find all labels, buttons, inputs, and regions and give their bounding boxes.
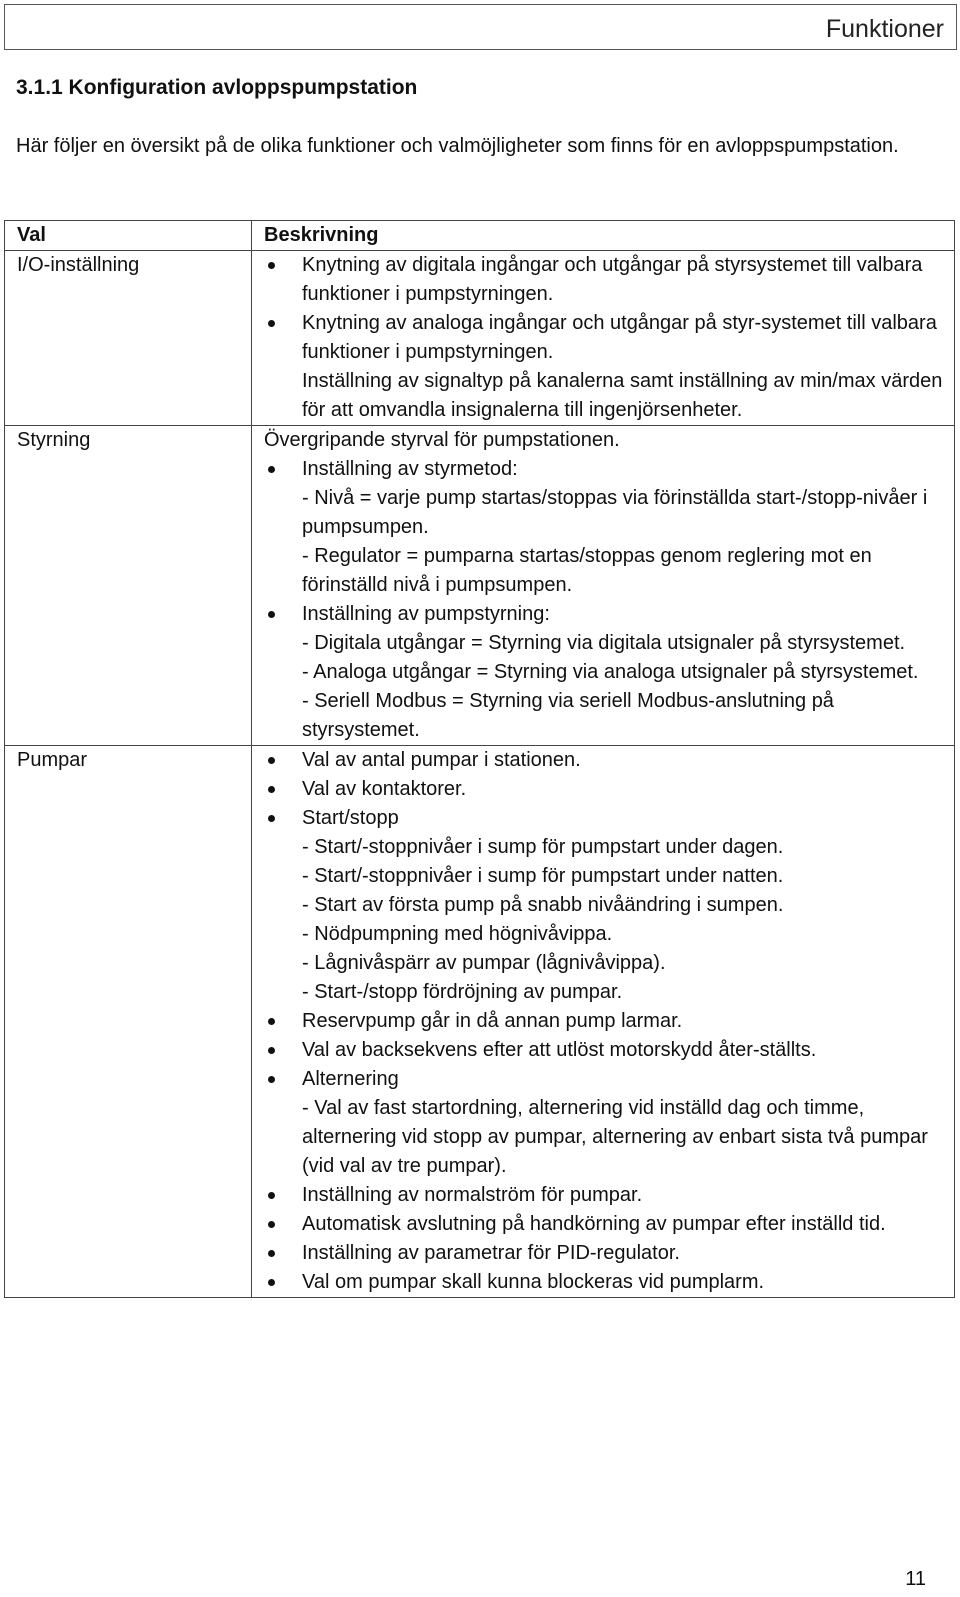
table-row (5, 426, 955, 746)
table-row (5, 746, 955, 1298)
bullet-item (264, 251, 946, 309)
sub-item: - Regulator = pumparna startas/stoppas genom reglering mot en förinställd nivå i pumpsumpen. (302, 545, 872, 596)
page-number: 11 (905, 1568, 926, 1590)
bullet-text: Val om pumpar skall kunna blockeras vid pumplarm. (302, 1271, 765, 1293)
val-cell: Pumpar (5, 746, 252, 1298)
column-header-val: Val (5, 221, 252, 251)
bullet-item (264, 746, 946, 775)
val-cell: Styrning (5, 426, 252, 746)
bullet-item (264, 1065, 946, 1181)
sub-item: - Start/-stoppnivåer i sump för pumpstart under natten. (302, 865, 784, 887)
intro-paragraph: Här följer en översikt på de olika funktioner och valmöjligheter som finns för en avloppspumpstation. (16, 135, 899, 157)
chapter-title: Funktioner (825, 15, 944, 43)
bullet-text: Inställning av normalström för pumpar. (302, 1184, 643, 1206)
bullet-text: Automatisk avslutning på handkörning av pumpar efter inställd tid. (302, 1213, 886, 1235)
bullet-text: Reservpump går in då annan pump larmar. (302, 1010, 683, 1032)
bullet-text: Val av kontaktorer. (302, 778, 467, 800)
sub-item: - Lågnivåspärr av pumpar (lågnivåvippa). (302, 952, 666, 974)
page-header (4, 4, 957, 50)
bullet-item (264, 1036, 946, 1065)
bullet-text: Val av backsekvens efter att utlöst motorskydd åter-ställts. (302, 1039, 817, 1061)
bullet-list (264, 746, 946, 1297)
sub-item: - Start-/stopp fördröjning av pumpar. (302, 981, 623, 1003)
bullet-text: Inställning av parametrar för PID-regulator. (302, 1242, 680, 1264)
sub-item: - Nödpumpning med högnivåvippa. (302, 923, 613, 945)
bullet-text: Inställning av styrmetod: (302, 458, 518, 480)
bullet-item (264, 309, 946, 367)
bullet-list (264, 455, 946, 745)
bullet-item (264, 1181, 946, 1210)
bullet-item (264, 1007, 946, 1036)
bullet-text: Alternering (302, 1068, 399, 1090)
table-body (5, 251, 955, 1298)
bullet-list (264, 251, 946, 367)
sub-item: - Digitala utgångar = Styrning via digitala utsignaler på styrsystemet. (302, 632, 906, 654)
bullet-item (264, 775, 946, 804)
bullet-item (264, 1268, 946, 1297)
val-cell: I/O-inställning (5, 251, 252, 426)
table-row (5, 251, 955, 426)
bullet-item (264, 1210, 946, 1239)
sub-item: - Analoga utgångar = Styrning via analoga utsignaler på styrsystemet. (302, 661, 919, 683)
bullet-text: Inställning av pumpstyrning: (302, 603, 550, 625)
sub-item: - Start av första pump på snabb nivåändring i sumpen. (302, 894, 784, 916)
bullet-text: Start/stopp (302, 807, 399, 829)
table-header-row (5, 221, 955, 251)
bullet-item (264, 804, 946, 1007)
bullet-text: Val av antal pumpar i stationen. (302, 749, 581, 771)
bullet-item (264, 455, 946, 600)
description-intro: Övergripande styrval för pumpstationen. (264, 429, 620, 451)
sub-item: - Val av fast startordning, alternering vid inställd dag och timme, alternering vid stopp av pumpar, alternering av enbart sista två pumpar (vid val av tre pumpar). (302, 1097, 928, 1177)
section-heading: 3.1.1 Konfiguration avloppspumpstation (16, 76, 418, 99)
functions-table (4, 220, 955, 1298)
description-cell (252, 746, 955, 1298)
bullet-text: Knytning av analoga ingångar och utgångar på styr-systemet till valbara funktioner i pumpstyrningen. (302, 312, 937, 363)
description-cell (252, 251, 955, 426)
sub-item: - Start/-stoppnivåer i sump för pumpstart under dagen. (302, 836, 784, 858)
column-header-beskrivning: Beskrivning (252, 221, 955, 251)
description-continuation: Inställning av signaltyp på kanalerna samt inställning av min/max värden för att omvandla insignalerna till ingenjörsenheter. (302, 370, 943, 421)
sub-item: - Seriell Modbus = Styrning via seriell Modbus-anslutning på styrsystemet. (302, 690, 834, 741)
sub-item: - Nivå = varje pump startas/stoppas via förinställda start-/stopp-nivåer i pumpsumpen. (302, 487, 928, 538)
description-cell (252, 426, 955, 746)
bullet-text: Knytning av digitala ingångar och utgångar på styrsystemet till valbara funktioner i pumpstyrningen. (302, 254, 923, 305)
bullet-item (264, 1239, 946, 1268)
bullet-item (264, 600, 946, 745)
